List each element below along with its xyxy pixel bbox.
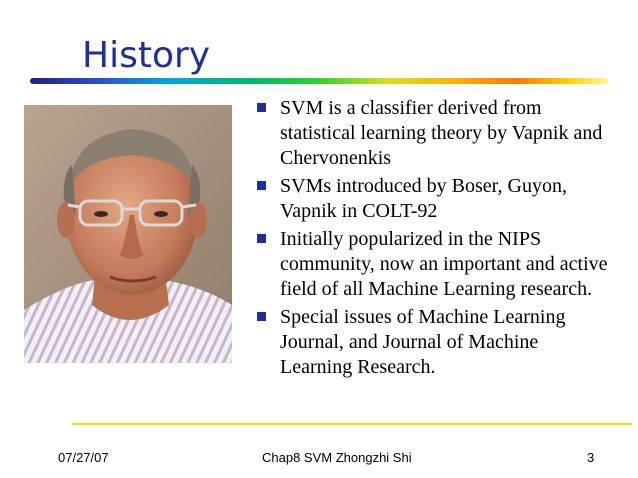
bullet-text: SVM is a classifier derived from statistical learning theory by Vapnik and Chervonenkis	[280, 97, 603, 169]
bullet-item	[252, 305, 612, 380]
square-bullet-icon	[257, 234, 266, 243]
bullet-item	[252, 227, 612, 302]
bullet-text: SVMs introduced by Boser, Guyon, Vapnik in COLT-92	[280, 175, 567, 222]
bullet-text: Special issues of Machine Learning Journal, and Journal of Machine Learning Research.	[280, 306, 566, 378]
bullet-text: Initially popularized in the NIPS community, now an important and active field of all Machine Learning research.	[280, 228, 608, 300]
bullet-list	[252, 96, 612, 383]
title-underline-gradient	[30, 78, 608, 84]
slide-number: 3	[587, 450, 595, 465]
footer-title: Chap8 SVM Zhongzhi Shi	[262, 450, 412, 465]
footer-date: 07/27/07	[58, 450, 109, 465]
square-bullet-icon	[257, 103, 266, 112]
slide-title: History	[82, 35, 211, 76]
bullet-item	[252, 174, 612, 224]
portrait-photo	[24, 105, 232, 363]
square-bullet-icon	[257, 181, 266, 190]
bullet-item	[252, 96, 612, 171]
footer-divider	[72, 423, 632, 425]
square-bullet-icon	[257, 312, 266, 321]
